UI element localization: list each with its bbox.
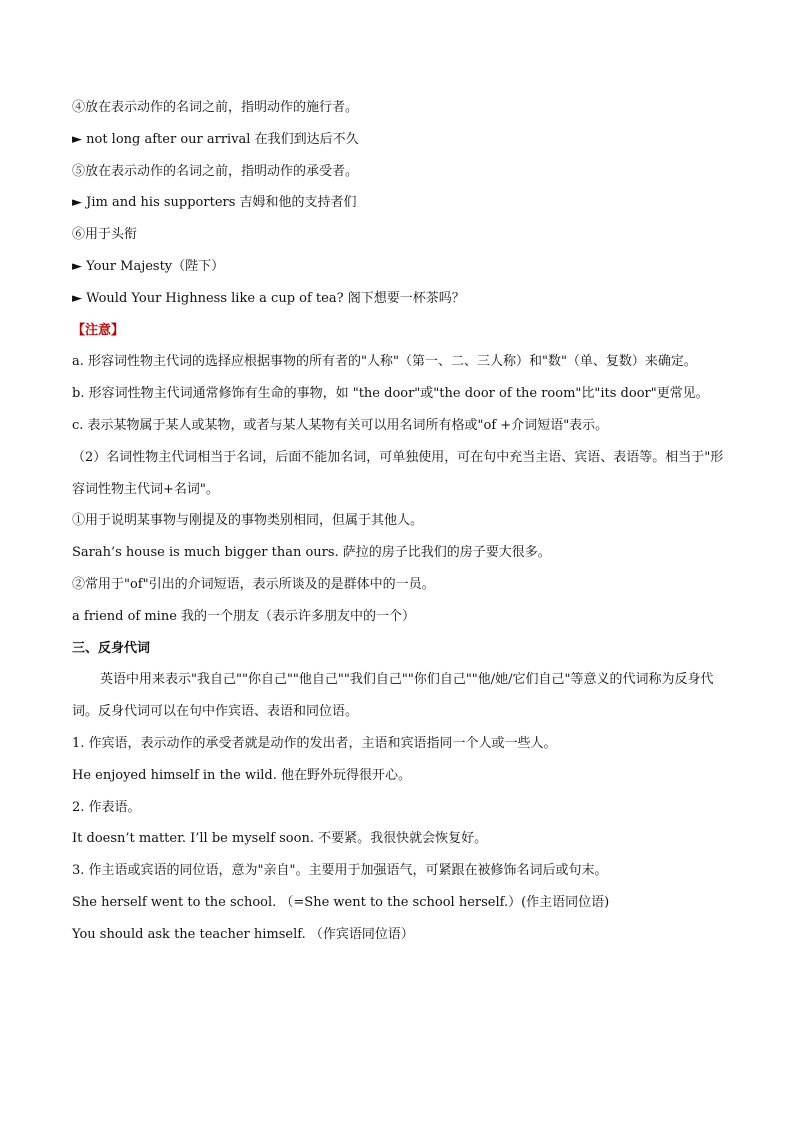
example-line: He enjoyed himself in the wild. 他在野外玩得很开心。 — [72, 767, 412, 783]
note-heading: 【注意】 — [72, 322, 125, 338]
example-line: ► Would Your Highness like a cup of tea? 阁下想要一杯茶吗？ — [72, 290, 465, 306]
example-line: ► Jim and his supporters 吉姆和他的支持者们 — [72, 195, 357, 211]
text-line: ④放在表示动作的名词之前，指明动作的施行者。 — [72, 100, 359, 115]
note-item-a: a. 形容词性物主代词的选择应根据事物的所有者的"人称"（第一、二、三人称）和"数"（单、复数）来确定。 — [72, 354, 697, 370]
section-heading: 三、反身代词 — [72, 640, 151, 656]
example-line: You should ask the teacher himself. （作宾语同位语） — [72, 926, 414, 942]
example-line: She herself went to the school. （=She went to the school herself.）(作主语同位语) — [72, 894, 610, 910]
example-line: Sarah’s house is much bigger than ours. 萨拉的房子比我们的房子要大很多。 — [72, 545, 551, 561]
note-item-b: b. 形容词性物主代词通常修饰有生命的事物，如 "the door"或"the door of the room"比"its door"更常见。 — [72, 386, 709, 402]
text-line: ⑥用于头衔 — [72, 227, 138, 243]
example-line: a friend of mine 我的一个朋友（表示许多朋友中的一个） — [72, 608, 416, 624]
example-line: ► Your Majesty（陛下） — [72, 258, 225, 274]
note-item-c: c. 表示某物属于某人或某物，或者与某人某物有关可以用名词所有格或"of +介词短语"表示。 — [72, 417, 609, 433]
document-page — [72, 92, 724, 951]
paragraph: 英语中用来表示"我自己""你自己""他自己""我们自己""你们自己""他/她/它们自己"等意义的代词称为反身代词。反身代词可以在句中作宾语、表语和同位语。 — [72, 672, 714, 720]
text-line: ②常用于"of"引出的介词短语，表示所谈及的是群体中的一员。 — [72, 576, 435, 592]
example-line: It doesn’t matter. I’ll be myself soon. 不要紧。我很快就会恢复好。 — [72, 831, 488, 847]
text-line: 3. 作主语或宾语的同位语，意为"亲自"。主要用于加强语气，可紧跟在被修饰名词后或句末。 — [72, 863, 608, 879]
text-line: 2. 作表语。 — [72, 799, 141, 815]
text-line: ⑤放在表示动作的名词之前，指明动作的承受者。 — [72, 163, 359, 179]
text-line: ①用于说明某事物与刚提及的事物类别相同，但属于其他人。 — [72, 513, 424, 529]
example-line: ► not long after our arrival 在我们到达后不久 — [72, 131, 359, 147]
paragraph: （2）名词性物主代词相当于名词，后面不能加名词，可单独使用，可在句中充当主语、宾语、表语等。相当于"形容词性物主代词+名词"。 — [72, 449, 724, 497]
text-line: 1. 作宾语，表示动作的承受者就是动作的发出者，主语和宾语指同一个人或一些人。 — [72, 735, 557, 751]
